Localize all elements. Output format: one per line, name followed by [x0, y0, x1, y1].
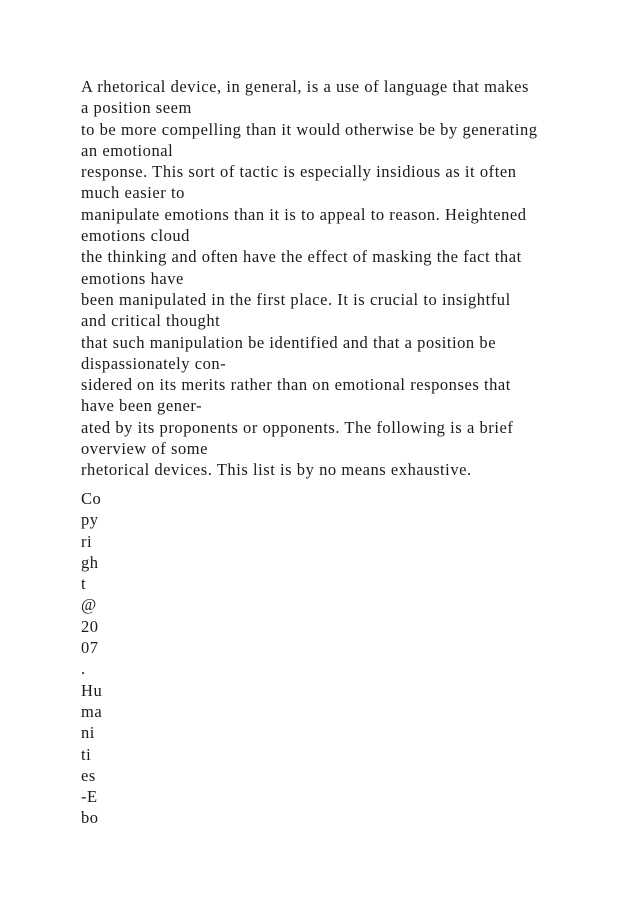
paragraph-line-19: rhetorical devices. This list is by no means exhaustive. — [81, 460, 472, 480]
paragraph-line-1: A rhetorical device, in general, is a use of language that makes — [81, 77, 529, 96]
paragraph-line-13: that such manipulation be identified and that a position be — [81, 332, 497, 352]
paragraph-line-14: dispassionately con- — [81, 353, 227, 373]
copyright-fragment-14: es — [81, 765, 96, 785]
copyright-fragment-13: ti — [81, 744, 92, 764]
copyright-fragment-3: ri — [81, 531, 93, 551]
copyright-fragment-7: 20 — [81, 616, 99, 636]
paragraph-line-4: an emotional — [81, 140, 174, 160]
copyright-fragment-15: -E — [81, 787, 98, 807]
paragraph-line-8: emotions cloud — [81, 226, 190, 246]
copyright-fragment-10: Hu — [81, 680, 103, 700]
copyright-fragment-2: py — [81, 510, 99, 530]
copyright-fragment-9: . — [81, 659, 86, 679]
body-paragraph — [81, 76, 581, 481]
copyright-fragment-1: Co — [81, 489, 102, 508]
paragraph-line-18: overview of some — [81, 439, 209, 459]
paragraph-line-16: have been gener- — [81, 396, 203, 416]
copyright-fragment-11: ma — [81, 701, 103, 721]
copyright-fragment-6: @ — [81, 595, 97, 615]
paragraph-line-17: ated by its proponents or opponents. The following is a brief — [81, 417, 514, 437]
paragraph-line-15: sidered on its merits rather than on emotional responses that — [81, 375, 511, 395]
paragraph-line-11: been manipulated in the first place. It is crucial to insightful — [81, 289, 511, 309]
paragraph-line-2: a position seem — [81, 98, 192, 118]
paragraph-line-12: and critical thought — [81, 311, 221, 331]
copyright-fragment-8: 07 — [81, 638, 99, 658]
copyright-fragment-12: ni — [81, 723, 95, 743]
copyright-fragment-16: bo — [81, 808, 99, 828]
paragraph-line-7: manipulate emotions than it is to appeal to reason. Heightened — [81, 204, 527, 224]
copyright-fragment-5: t — [81, 574, 87, 594]
paragraph-line-5: response. This sort of tactic is especially insidious as it often — [81, 162, 517, 182]
copyright-fragment-4: gh — [81, 552, 99, 572]
paragraph-line-9: the thinking and often have the effect of masking the fact that — [81, 247, 522, 267]
paragraph-line-3: to be more compelling than it would otherwise be by generating — [81, 119, 538, 139]
copyright-fragment-column — [81, 488, 141, 829]
paragraph-line-6: much easier to — [81, 183, 185, 203]
paragraph-line-10: emotions have — [81, 268, 184, 288]
